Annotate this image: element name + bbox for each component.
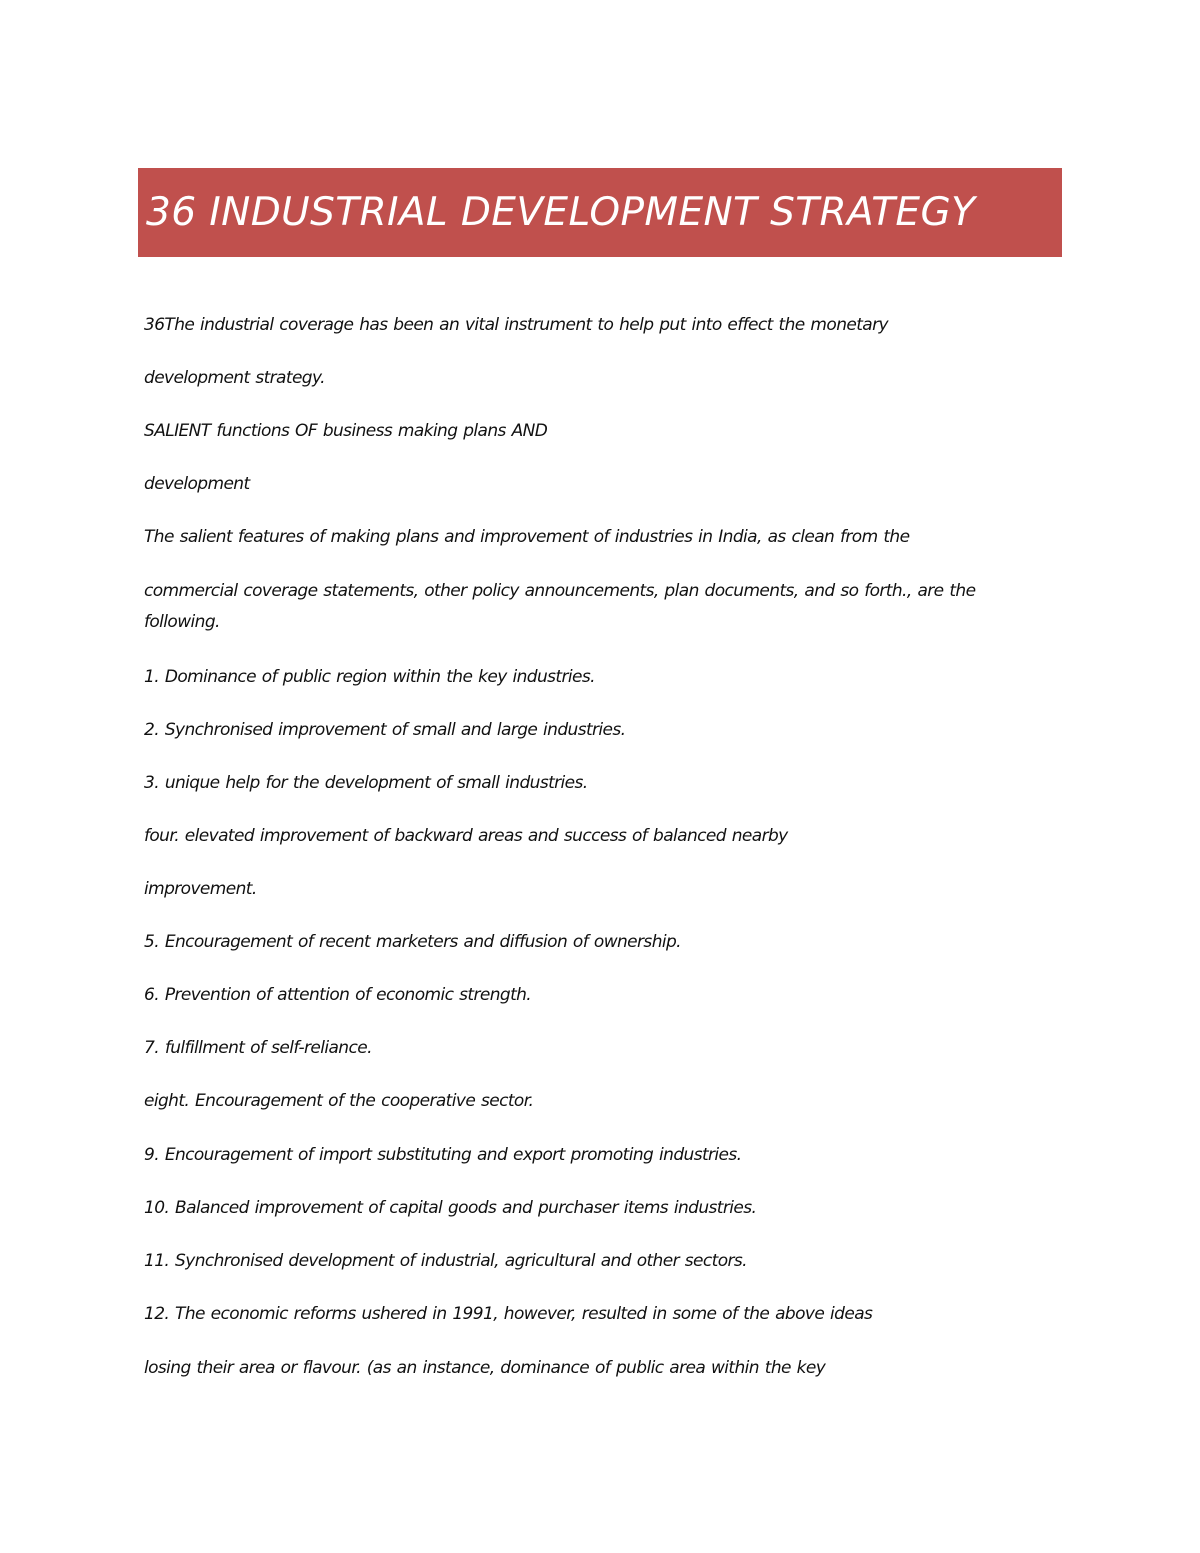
section-heading-line: SALIENT functions OF business making plans AND bbox=[144, 421, 548, 441]
list-item: 1. Dominance of public region within the key industries. bbox=[144, 667, 595, 687]
list-item: four. elevated improvement of backward areas and success of balanced nearby bbox=[144, 826, 788, 846]
list-item: 6. Prevention of attention of economic strength. bbox=[144, 985, 532, 1005]
list-item: 11. Synchronised development of industrial, agricultural and other sectors. bbox=[144, 1251, 747, 1271]
body-paragraph: commercial coverage statements, other policy announcements, plan documents, and so forth., are the following. bbox=[144, 581, 976, 632]
list-item: 12. The economic reforms ushered in 1991, however, resulted in some of the above ideas bbox=[144, 1304, 873, 1324]
list-item: 10. Balanced improvement of capital goods and purchaser items industries. bbox=[144, 1198, 757, 1218]
document-title: 36 INDUSTRIAL DEVELOPMENT STRATEGY bbox=[146, 190, 976, 235]
list-item: 5. Encouragement of recent marketers and diffusion of ownership. bbox=[144, 932, 681, 952]
list-item: 2. Synchronised improvement of small and large industries. bbox=[144, 720, 626, 740]
body-line: 36The industrial coverage has been an vital instrument to help put into effect the monetary bbox=[144, 315, 888, 335]
section-heading-line: development bbox=[144, 474, 250, 494]
list-item: 9. Encouragement of import substituting and export promoting industries. bbox=[144, 1145, 742, 1165]
list-item-continuation: losing their area or flavour. (as an instance, dominance of public area within the key bbox=[144, 1358, 826, 1378]
list-item: eight. Encouragement of the cooperative sector. bbox=[144, 1091, 534, 1111]
list-item: 7. fulfillment of self-reliance. bbox=[144, 1038, 372, 1058]
title-banner bbox=[138, 168, 1062, 257]
list-item-continuation: improvement. bbox=[144, 879, 257, 899]
body-line: development strategy. bbox=[144, 368, 325, 388]
list-item: 3. unique help for the development of small industries. bbox=[144, 773, 588, 793]
body-line: The salient features of making plans and improvement of industries in India, as clean from the bbox=[144, 527, 910, 547]
